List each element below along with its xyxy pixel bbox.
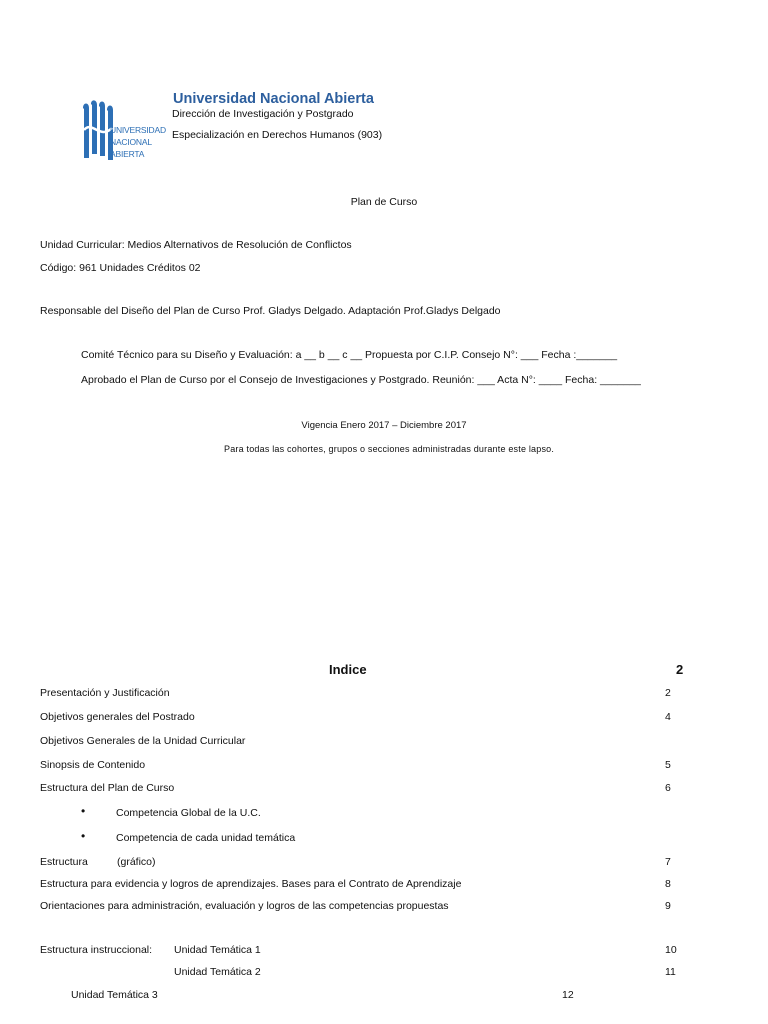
index-item-page: 6	[665, 782, 671, 794]
index-item-label: Estructura instruccional:	[40, 944, 153, 956]
index-item-page: 11	[665, 966, 676, 978]
index-subitem-label: Competencia de cada unidad temática	[116, 832, 296, 844]
bullet-icon: •	[81, 829, 86, 843]
specialization-name: Especialización en Derechos Humanos (903)	[172, 129, 383, 141]
index-item-label: Presentación y Justificación	[40, 687, 170, 699]
index-item-page: 8	[665, 878, 671, 890]
index-item-page: 4	[665, 711, 671, 723]
index-item-page: 10	[665, 944, 677, 956]
index-item-label-extra: Unidad Temática 1	[174, 944, 261, 956]
curricular-unit: Unidad Curricular: Medios Alternativos de Resolución de Conflictos	[40, 239, 352, 251]
una-logo	[80, 100, 114, 162]
index-item-label: Estructura	[40, 856, 88, 868]
approval-line: Aprobado el Plan de Curso por el Consejo de Investigaciones y Postgrado. Reunión: ___ Acta N°: ____ Fecha: _______	[81, 374, 641, 386]
index-item-label: Sinopsis de Contenido	[40, 759, 146, 771]
index-item-label: Objetivos generales del Postrado	[40, 711, 195, 723]
index-subitem-label: Competencia Global de la U.C.	[116, 807, 261, 819]
design-responsible: Responsable del Diseño del Plan de Curso Prof. Gladys Delgado. Adaptación Prof.Gladys Delgado	[40, 305, 501, 317]
index-item-page: 5	[665, 759, 671, 771]
index-item-label: Orientaciones para administración, evaluación y logros de las competencias propuestas	[40, 900, 449, 912]
index-item-page: 7	[665, 856, 671, 868]
logo-text-line2: NACIONAL	[110, 137, 152, 147]
index-item-label: Estructura del Plan de Curso	[40, 782, 175, 794]
direction-name: Dirección de Investigación y Postgrado	[172, 108, 354, 120]
logo-text-line3: ABIERTA	[110, 149, 145, 159]
index-title-page: 2	[676, 662, 684, 677]
index-item-label-extra: (gráfico)	[117, 856, 156, 868]
index-item-label: Objetivos Generales de la Unidad Curricular	[40, 735, 246, 747]
university-name: Universidad Nacional Abierta	[173, 91, 374, 107]
bullet-icon: •	[81, 804, 86, 818]
course-code: Código: 961 Unidades Créditos 02	[40, 262, 201, 274]
logo-text-line1: UNIVERSIDAD	[110, 125, 166, 135]
scope-note: Para todas las cohortes, grupos o secciones administradas durante este lapso.	[224, 444, 555, 454]
technical-committee: Comité Técnico para su Diseño y Evaluación: a __ b __ c __ Propuesta por C.I.P. Consejo N°: ___ Fecha :_______	[81, 349, 618, 361]
index-item-label: Unidad Temática 3	[71, 989, 158, 1001]
index-item-label: Unidad Temática 2	[174, 966, 261, 978]
index-item-page: 9	[665, 900, 671, 912]
validity-period: Vigencia Enero 2017 – Diciembre 2017	[301, 420, 467, 431]
index-title: Indice	[329, 662, 367, 677]
index-item-label: Estructura para evidencia y logros de aprendizajes. Bases para el Contrato de Aprendizaje	[40, 878, 462, 890]
index-item-page: 2	[665, 687, 671, 699]
index-item-page: 12	[562, 989, 574, 1001]
document-title: Plan de Curso	[350, 196, 418, 208]
